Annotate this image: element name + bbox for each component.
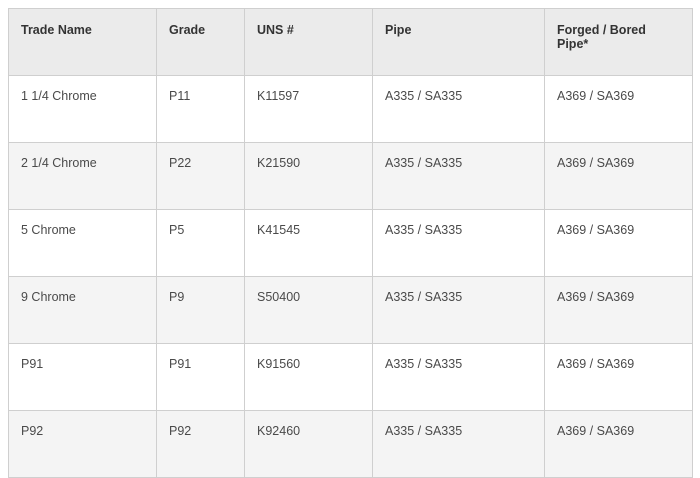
cell-grade: P11 [157, 76, 245, 143]
column-header-pipe: Pipe [373, 9, 545, 76]
cell-trade-name: P91 [9, 344, 157, 411]
cell-trade-name: 9 Chrome [9, 277, 157, 344]
cell-forged-bored-pipe: A369 / SA369 [545, 210, 693, 277]
cell-pipe: A335 / SA335 [373, 76, 545, 143]
cell-uns: K21590 [245, 143, 373, 210]
cell-forged-bored-pipe: A369 / SA369 [545, 143, 693, 210]
cell-forged-bored-pipe: A369 / SA369 [545, 277, 693, 344]
table-body [9, 76, 693, 478]
column-header-trade-name: Trade Name [9, 9, 157, 76]
cell-pipe: A335 / SA335 [373, 411, 545, 478]
table-row [9, 411, 693, 478]
cell-grade: P22 [157, 143, 245, 210]
cell-trade-name: 1 1/4 Chrome [9, 76, 157, 143]
cell-pipe: A335 / SA335 [373, 277, 545, 344]
cell-trade-name: 5 Chrome [9, 210, 157, 277]
table-row [9, 143, 693, 210]
cell-forged-bored-pipe: A369 / SA369 [545, 76, 693, 143]
alloy-pipe-specification-table [8, 8, 693, 478]
table-header-row [9, 9, 693, 76]
cell-trade-name: 2 1/4 Chrome [9, 143, 157, 210]
cell-pipe: A335 / SA335 [373, 143, 545, 210]
cell-uns: K41545 [245, 210, 373, 277]
cell-forged-bored-pipe: A369 / SA369 [545, 344, 693, 411]
cell-forged-bored-pipe: A369 / SA369 [545, 411, 693, 478]
cell-uns: K11597 [245, 76, 373, 143]
cell-uns: K91560 [245, 344, 373, 411]
column-header-uns: UNS # [245, 9, 373, 76]
cell-grade: P91 [157, 344, 245, 411]
cell-grade: P5 [157, 210, 245, 277]
cell-trade-name: P92 [9, 411, 157, 478]
column-header-grade: Grade [157, 9, 245, 76]
cell-grade: P92 [157, 411, 245, 478]
table-row [9, 210, 693, 277]
cell-pipe: A335 / SA335 [373, 210, 545, 277]
column-header-forged-bored-pipe: Forged / Bored Pipe* [545, 9, 693, 76]
table-row [9, 344, 693, 411]
cell-uns: S50400 [245, 277, 373, 344]
table-header [9, 9, 693, 76]
cell-grade: P9 [157, 277, 245, 344]
table-row [9, 76, 693, 143]
cell-uns: K92460 [245, 411, 373, 478]
cell-pipe: A335 / SA335 [373, 344, 545, 411]
table-row [9, 277, 693, 344]
